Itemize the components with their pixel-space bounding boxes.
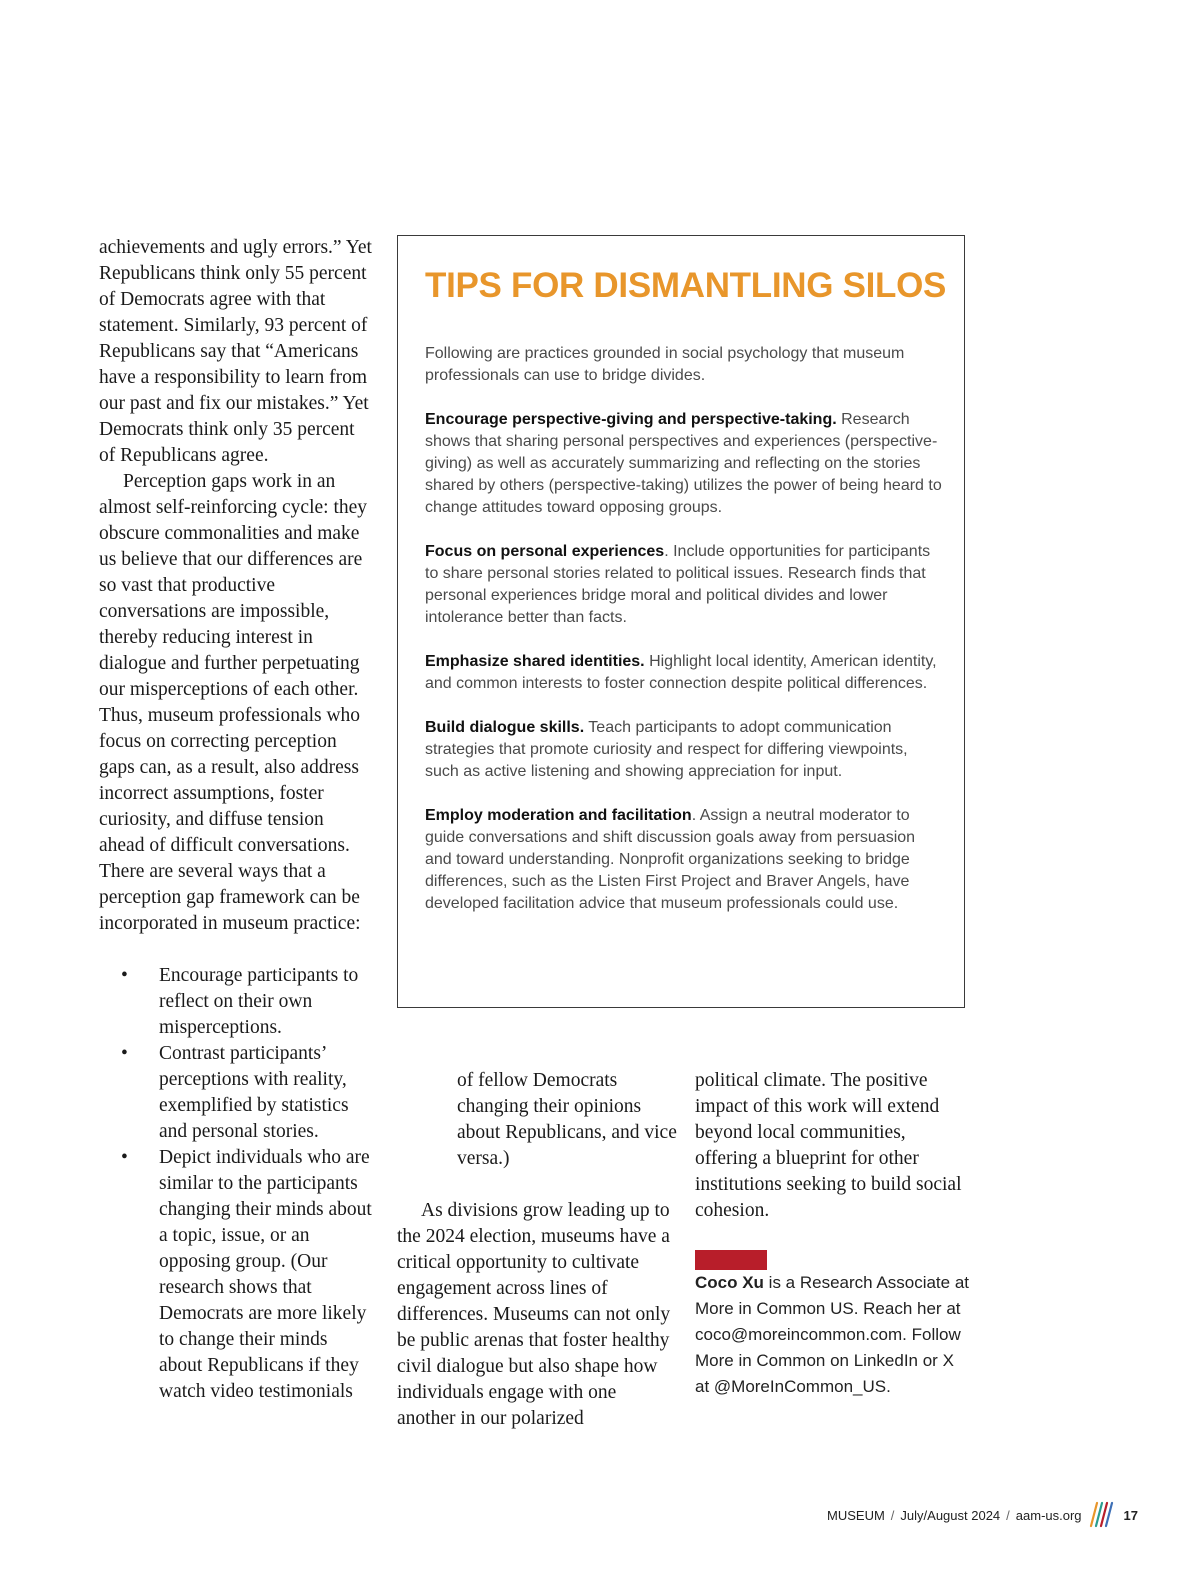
bullet-item [99,1145,374,1405]
tip-text: . Include opportunities for participants to share personal stories related to political issues. Research finds that personal experiences bridge moral and political divides and lower intolerance better than facts. [425,543,931,626]
tip-item [425,805,945,915]
bullet-item [99,1041,374,1145]
bullet-icon: • [121,965,128,986]
tips-body [425,343,945,937]
page-footer [827,1500,1138,1531]
tip-text: Highlight local identity, American identity, and common interests to foster connection despite political differences. [425,653,937,692]
tips-title: TIPS FOR DISMANTLING SILOS [425,266,947,305]
tip-text: Teach participants to adopt communication strategies that promote curiosity and respect for differing viewpoints, such as active listening and showing appreciation for input. [425,719,908,780]
bullet-icon: • [121,1147,128,1168]
right-column [695,1068,970,1400]
accent-bar [695,1250,767,1270]
tips-intro: Following are practices grounded in social psychology that museum professionals can use to bridge divides. [425,345,905,384]
site-link[interactable]: aam-us.org [1015,1508,1082,1523]
tip-text: . Assign a neutral moderator to guide conversations and shift discussion goals away from persuasion and toward understanding. Nonprofit organizations seeking to bridge differences, such as the Listen First Project and Braver Angels, have developed facilitation advice that museum professionals could use. [425,807,916,912]
bullet-continuation: of fellow Democrats changing their opinions about Republicans, and vice versa.) [457,1070,677,1169]
body-paragraph: achievements and ugly errors.” Yet Republicans think only 55 percent of Democrats agree with that statement. Similarly, 93 percent of Republicans say that “Americans have a responsibility to learn from our past and fix our mistakes.” Yet Democrats think only 35 percent of Republicans agree. [99,237,372,466]
tip-item [425,541,945,629]
author-bio [695,1270,970,1400]
tip-text: Research shows that sharing personal perspectives and experiences (perspective-giving) as well as accurately summarizing and reflecting on the stories shared by others (perspective-taking) utilizes the power of being heard to change attitudes toward opposing groups. [425,411,942,516]
tip-heading: Build dialogue skills. [425,719,585,736]
footer-separator: / [890,1508,895,1523]
bullet-text: Encourage participants to reflect on their own misperceptions. [159,965,359,1038]
bullet-item [99,963,374,1041]
author-bio-text: is a Research Associate at More in Common US. Reach her at coco@moreincommon.com. Follow More in Common on LinkedIn or X at @MoreInCommon_US. [695,1273,969,1396]
footer-separator: / [1006,1508,1010,1523]
tip-item [425,717,945,783]
magazine-name: MUSEUM [827,1508,885,1523]
tip-item [425,651,945,695]
body-paragraph: political climate. The positive impact of this work will extend beyond local communities, offering a blueprint for other institutions seeking to build social cohesion. [695,1070,962,1221]
left-column [99,235,374,1405]
bullet-icon: • [121,1043,128,1064]
body-paragraph: As divisions grow leading up to the 2024 election, museums have a critical opportunity to cultivate engagement across lines of differences. Museums can not only be public arenas that foster healthy civil dialogue but also shape how individuals engage with one another in our polarized [397,1200,671,1429]
page-number: 17 [1123,1508,1138,1523]
tips-sidebar-box [397,235,965,1008]
middle-column [397,1068,677,1432]
aam-stripes-logo-icon [1088,1500,1114,1531]
bullet-text: Contrast participants’ perceptions with reality, exemplified by statistics and personal stories. [159,1043,349,1142]
bullet-text: Depict individuals who are similar to the participants changing their minds about a topic, issue, or an opposing group. (Our research shows that Democrats are more likely to change their minds about Republicans if they watch video testimonials [159,1147,372,1402]
tip-heading: Emphasize shared identities. [425,653,645,670]
tip-heading: Employ moderation and facilitation [425,807,692,824]
tip-item [425,409,945,519]
author-name: Coco Xu [695,1273,764,1292]
tip-heading: Encourage perspective-giving and perspective-taking. [425,411,837,428]
tip-heading: Focus on personal experiences [425,543,665,560]
body-paragraph: Perception gaps work in an almost self-reinforcing cycle: they obscure commonalities and make us believe that our differences are so vast that productive conversations are impossible, thereby reducing interest in dialogue and further perpetuating our misperceptions of each other. Thus, museum professionals who focus on correcting perception gaps can, as a result, also address incorrect assumptions, foster curiosity, and diffuse tension ahead of difficult conversations. There are several ways that a perception gap framework can be incorporated in museum practice: [99,471,368,934]
issue-date: July/August 2024 [900,1508,1001,1523]
bullet-list [99,963,374,1405]
